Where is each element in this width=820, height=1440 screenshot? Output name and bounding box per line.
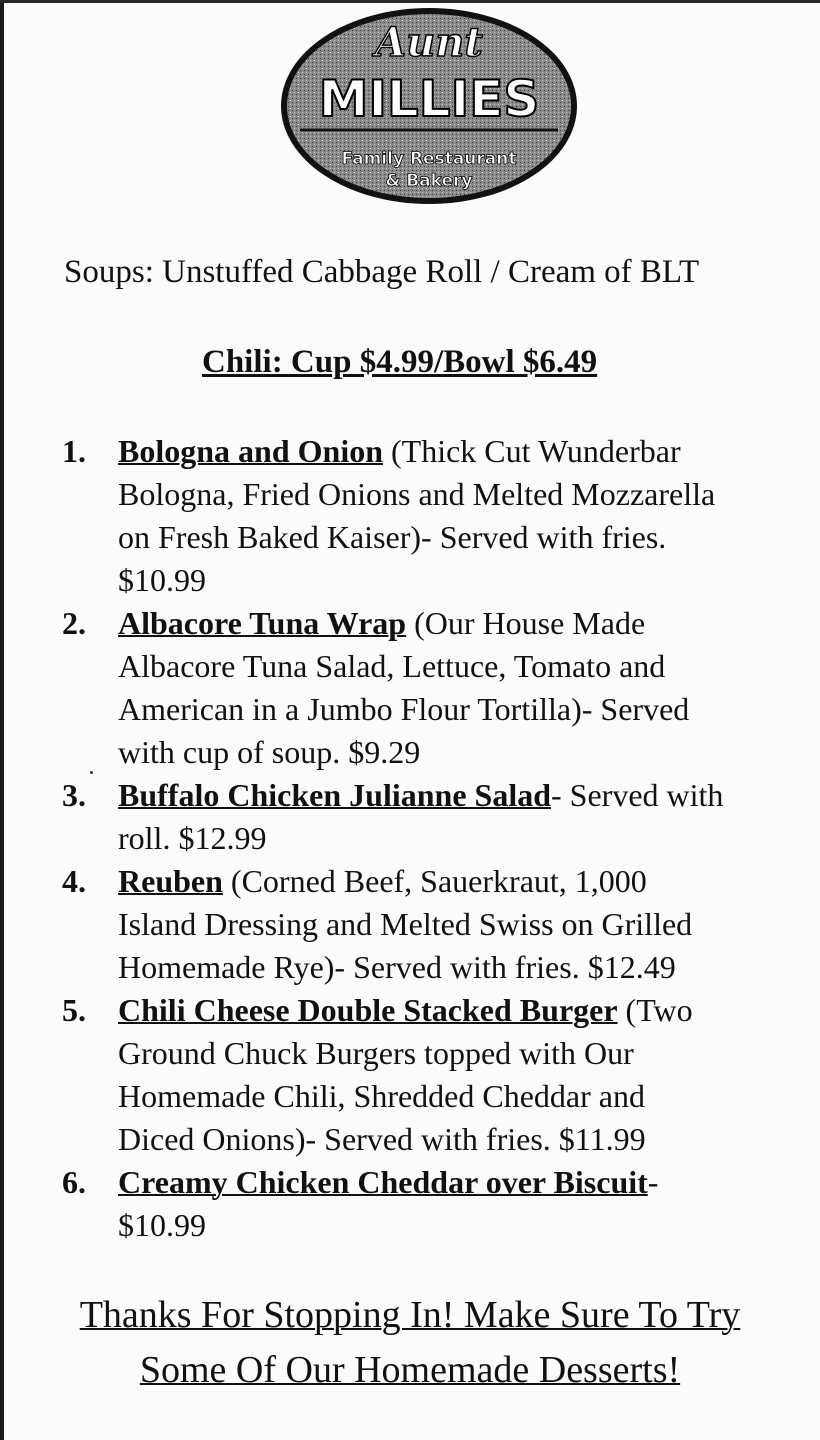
- page-top-edge: [0, 0, 820, 3]
- logo-subtitle-line1: Family Restaurant: [341, 149, 517, 169]
- item-text: -: [647, 1164, 659, 1200]
- item-text: - Served with: [551, 777, 724, 813]
- item-text: (Two: [617, 992, 693, 1028]
- item-name: Reuben: [118, 863, 223, 899]
- menu-item: [62, 989, 820, 1161]
- logo-script-text: Aunt: [375, 19, 483, 66]
- item-first-line: [118, 430, 820, 473]
- item-name: Buffalo Chicken Julianne Salad: [118, 777, 551, 813]
- item-text: Albacore Tuna Salad, Lettuce, Tomato and: [118, 648, 666, 684]
- item-number: 3.: [62, 777, 86, 813]
- item-number: 1.: [62, 433, 86, 469]
- menu-list: [62, 430, 820, 1247]
- item-first-line: [118, 774, 820, 817]
- item-price: $10.99: [118, 562, 206, 598]
- item-name: Creamy Chicken Cheddar over Biscuit: [118, 1164, 648, 1200]
- item-text: (Thick Cut Wunderbar: [383, 433, 681, 469]
- item-text: Island Dressing and Melted Swiss on Grilled: [118, 906, 693, 942]
- item-text: with cup of soup. $9.29: [118, 734, 421, 770]
- menu-item: [62, 430, 820, 602]
- item-text: Ground Chuck Burgers topped with Our: [118, 1035, 634, 1071]
- item-first-line: [118, 1161, 820, 1204]
- item-name: Albacore Tuna Wrap: [118, 605, 407, 641]
- footer-line: Some Of Our Homemade Desserts!: [139, 1349, 681, 1391]
- restaurant-logo: [278, 4, 580, 208]
- footer-message: [0, 1288, 820, 1398]
- footer-line: Thanks For Stopping In! Make Sure To Try: [79, 1294, 741, 1336]
- menu-item: [62, 860, 820, 989]
- soups-line: Soups: Unstuffed Cabbage Roll / Cream of BLT: [64, 254, 700, 290]
- item-name: Chili Cheese Double Stacked Burger: [118, 992, 618, 1028]
- page-left-edge: [0, 0, 4, 1440]
- item-text: roll. $12.99: [118, 820, 267, 856]
- item-text: on Fresh Baked Kaiser)- Served with fries.: [118, 519, 667, 555]
- item-number: 4.: [62, 863, 86, 899]
- item-price: $10.99: [118, 1207, 206, 1243]
- menu-item: [62, 602, 820, 774]
- item-first-line: [118, 860, 820, 903]
- chili-heading: Chili: Cup $4.99/Bowl $6.49: [202, 344, 598, 380]
- logo-name-text: MILLIES: [318, 70, 540, 128]
- item-text: Homemade Rye)- Served with fries. $12.49: [118, 949, 676, 985]
- item-text: American in a Jumbo Flour Tortilla)- Served: [118, 691, 690, 727]
- item-number: 6.: [62, 1164, 86, 1200]
- menu-item: [62, 774, 820, 860]
- item-text: Bologna, Fried Onions and Melted Mozzarella: [118, 476, 716, 512]
- menu-item: [62, 1161, 820, 1247]
- item-first-line: [118, 989, 820, 1032]
- item-name: Bologna and Onion: [118, 433, 383, 469]
- item-number: 5.: [62, 992, 86, 1028]
- logo-subtitle-line2: & Bakery: [385, 171, 473, 191]
- item-text: (Our House Made: [406, 605, 646, 641]
- item-text: Diced Onions)- Served with fries. $11.99: [118, 1121, 646, 1157]
- item-number: 2.: [62, 605, 86, 641]
- item-text: Homemade Chili, Shredded Cheddar and: [118, 1078, 645, 1114]
- item-text: (Corned Beef, Sauerkraut, 1,000: [222, 863, 647, 899]
- item-first-line: [118, 602, 820, 645]
